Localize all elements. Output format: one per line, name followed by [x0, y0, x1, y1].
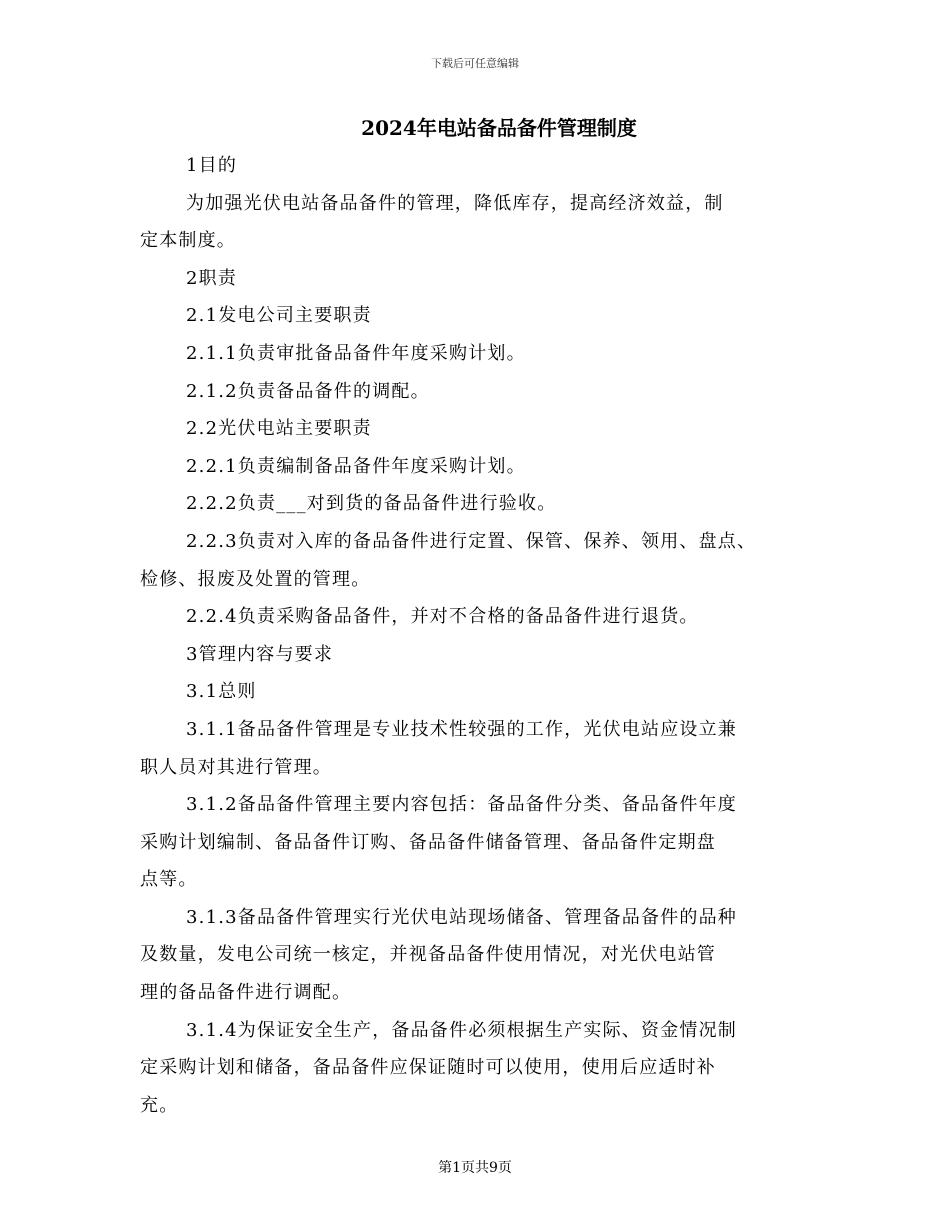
paragraph-line: 检修、报废及处置的管理。 [140, 568, 371, 590]
paragraph-line: 1目的 [186, 155, 238, 176]
document-body [140, 147, 830, 1124]
paragraph-line: 3.1.4为保证安全生产，备品备件必须根据生产实际、资金情况制 [186, 1019, 737, 1041]
paragraph-line: 2.2.1负责编制备品备件年度采购计划。 [186, 455, 526, 477]
paragraph-line: 职人员对其进行管理。 [140, 756, 332, 778]
paragraph-line: 充。 [140, 1094, 179, 1116]
paragraph-line: 为加强光伏电站备品备件的管理，降低库存，提高经济效益，制 [186, 192, 724, 214]
paragraph-line: 2.2.4负责采购备品备件，并对不合格的备品备件进行退货。 [186, 606, 699, 628]
document-title: 2024年电站备品备件管理制度 [361, 116, 637, 140]
paragraph-line: 3.1.2备品备件管理主要内容包括：备品备件分类、备品备件年度 [186, 794, 737, 816]
page-footer: 第1页共9页 [438, 1160, 512, 1176]
paragraph-line: 2职责 [186, 267, 238, 289]
paragraph-line: 3管理内容与要求 [186, 643, 334, 665]
paragraph-line: 3.1.1备品备件管理是专业技术性较强的工作，光伏电站应设立兼 [186, 718, 737, 740]
paragraph-line: 3.1.3备品备件管理实行光伏电站现场储备、管理备品备件的品种 [186, 906, 737, 928]
paragraph-line: 定采购计划和储备，备品备件应保证随时可以使用，使用后应适时补 [140, 1057, 716, 1079]
paragraph-line: 及数量，发电公司统一核定，并视备品备件使用情况，对光伏电站管 [140, 944, 716, 966]
paragraph-line: 2.2.3负责对入库的备品备件进行定置、保管、保养、领用、盘点、 [186, 530, 757, 552]
paragraph-line: 采购计划编制、备品备件订购、备品备件储备管理、备品备件定期盘 [140, 831, 716, 853]
paragraph-line: 理的备品备件进行调配。 [140, 982, 352, 1004]
paragraph-line: 点等。 [140, 869, 198, 891]
paragraph-line: 2.2.2负责___对到货的备品备件进行验收。 [186, 493, 557, 515]
paragraph-line: 2.2光伏电站主要职责 [186, 418, 372, 440]
paragraph-line: 2.1.2负责备品备件的调配。 [186, 380, 430, 402]
paragraph-line: 定本制度。 [140, 230, 236, 252]
paragraph-line: 2.1发电公司主要职责 [186, 305, 372, 327]
paragraph-line: 3.1总则 [186, 681, 257, 703]
paragraph-line: 2.1.1负责审批备品备件年度采购计划。 [186, 342, 526, 364]
header-note: 下载后可任意编辑 [431, 57, 519, 70]
